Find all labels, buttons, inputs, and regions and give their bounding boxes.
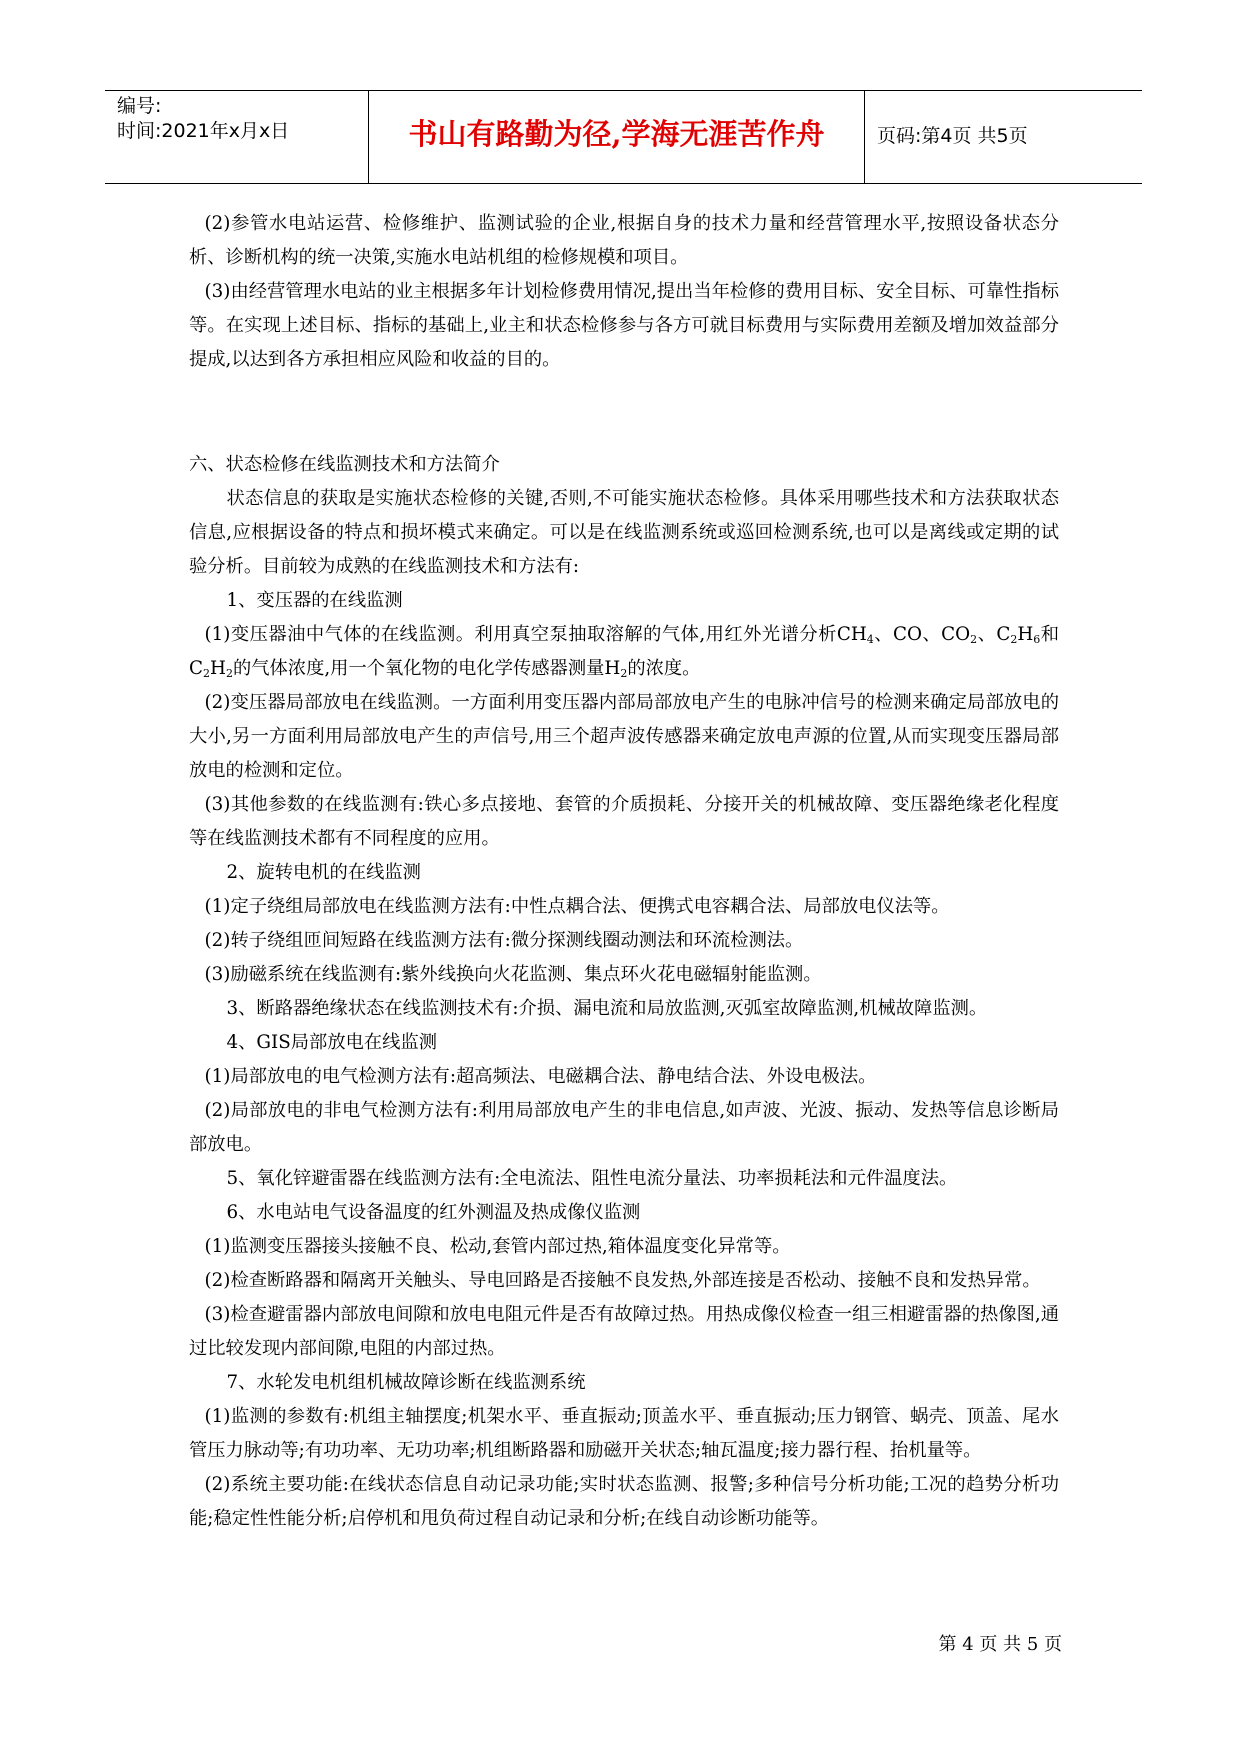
paragraph: (3)其他参数的在线监测有:铁心多点接地、套管的介质损耗、分接开关的机械故障、变压器绝缘老化程度等在线监测技术都有不同程度的应用。 bbox=[189, 793, 1059, 849]
header-page-code: 页码:第4页 共5页 bbox=[877, 125, 1028, 147]
header-motto: 书山有路勤为径,学海无涯苦作舟 bbox=[408, 117, 825, 151]
paragraph-spacer bbox=[189, 395, 1059, 429]
paragraph: 6、水电站电气设备温度的红外测温及热成像仪监测 bbox=[226, 1201, 641, 1223]
header-page-cell bbox=[865, 91, 1142, 183]
paragraph: 六、状态检修在线监测技术和方法简介 bbox=[189, 453, 500, 475]
paragraph: (3)励磁系统在线监测有:紫外线换向火花监测、集点环火花电磁辐射能监测。 bbox=[204, 963, 822, 985]
header-info-cell bbox=[105, 91, 369, 183]
page-footer: 第 4 页 共 5 页 bbox=[938, 1634, 1062, 1655]
page-header bbox=[105, 90, 1142, 184]
paragraph: (1)监测的参数有:机组主轴摆度;机架水平、垂直振动;顶盖水平、垂直振动;压力钢管、蜗壳、顶盖、尾水管压力脉动等;有功功率、无功功率;机组断路器和励磁开关状态;轴瓦温度;接力器行程、抬机量等。 bbox=[189, 1405, 1059, 1461]
paragraph: (3)检查避雷器内部放电间隙和放电电阻元件是否有故障过热。用热成像仪检查一组三相避雷器的热像图,通过比较发现内部间隙,电阻的内部过热。 bbox=[189, 1303, 1059, 1359]
paragraph: 5、氧化锌避雷器在线监测方法有:全电流法、阻性电流分量法、功率损耗法和元件温度法。 bbox=[226, 1167, 958, 1189]
paragraph: (1)定子绕组局部放电在线监测方法有:中性点耦合法、便携式电容耦合法、局部放电仪法等。 bbox=[204, 895, 950, 917]
header-motto-cell bbox=[369, 91, 865, 183]
paragraph: 3、断路器绝缘状态在线监测技术有:介损、漏电流和局放监测,灭弧室故障监测,机械故障监测。 bbox=[226, 997, 988, 1019]
paragraph: (2)检查断路器和隔离开关触头、导电回路是否接触不良发热,外部连接是否松动、接触不良和发热异常。 bbox=[204, 1269, 1041, 1291]
paragraph: (3)由经营管理水电站的业主根据多年计划检修费用情况,提出当年检修的费用目标、安全目标、可靠性指标等。在实现上述目标、指标的基础上,业主和状态检修参与各方可就目标费用与实际费用差额及增加效益部分提成,以达到各方承担相应风险和收益的目的。 bbox=[189, 281, 1059, 370]
paragraph: (2)参管水电站运营、检修维护、监测试验的企业,根据自身的技术力量和经营管理水平,按照设备状态分析、诊断机构的统一决策,实施水电站机组的检修规模和项目。 bbox=[189, 213, 1059, 268]
document-body bbox=[189, 207, 1059, 1536]
paragraph: (2)局部放电的非电气检测方法有:利用局部放电产生的非电信息,如声波、光波、振动、发热等信息诊断局部放电。 bbox=[189, 1099, 1059, 1155]
paragraph: (2)系统主要功能:在线状态信息自动记录功能;实时状态监测、报警;多种信号分析功能;工况的趋势分析功能;稳定性性能分析;启停机和甩负荷过程自动记录和分析;在线自动诊断功能等。 bbox=[189, 1473, 1059, 1529]
document-time-label: 时间:2021年x月x日 bbox=[117, 120, 290, 142]
paragraph: (1)监测变压器接头接触不良、松动,套管内部过热,箱体温度变化异常等。 bbox=[204, 1235, 791, 1257]
document-number-label: 编号: bbox=[117, 95, 162, 117]
paragraph: 2、旋转电机的在线监测 bbox=[226, 861, 421, 883]
paragraph: 状态信息的获取是实施状态检修的关键,否则,不可能实施状态检修。具体采用哪些技术和方法获取状态信息,应根据设备的特点和损坏模式来确定。可以是在线监测系统或巡回检测系统,也可以是离线或定期的试验分析。目前较为成熟的在线监测技术和方法有: bbox=[189, 487, 1059, 577]
paragraph: 4、GIS局部放电在线监测 bbox=[226, 1031, 438, 1053]
paragraph: (2)变压器局部放电在线监测。一方面利用变压器内部局部放电产生的电脉冲信号的检测来确定局部放电的大小,另一方面利用局部放电产生的声信号,用三个超声波传感器来确定放电声源的位置,从而实现变压器局部放电的检测和定位。 bbox=[189, 691, 1059, 781]
paragraph: (1)局部放电的电气检测方法有:超高频法、电磁耦合法、静电结合法、外设电极法。 bbox=[204, 1065, 877, 1087]
paragraph: 1、变压器的在线监测 bbox=[226, 589, 403, 611]
paragraph: (2)转子绕组匝间短路在线监测方法有:微分探测线圈动测法和环流检测法。 bbox=[204, 929, 804, 951]
paragraph: (1)变压器油中气体的在线监测。利用真空泵抽取溶解的气体,用红外光谱分析$CH_4$、CO、$CO_2$、$C_2H_6$和$C_2H_2$的气体浓度,用一个氧化物的电化学传感器测量$H_2$的浓度。 bbox=[189, 623, 1060, 680]
paragraph: 7、水轮发电机组机械故障诊断在线监测系统 bbox=[226, 1371, 586, 1393]
